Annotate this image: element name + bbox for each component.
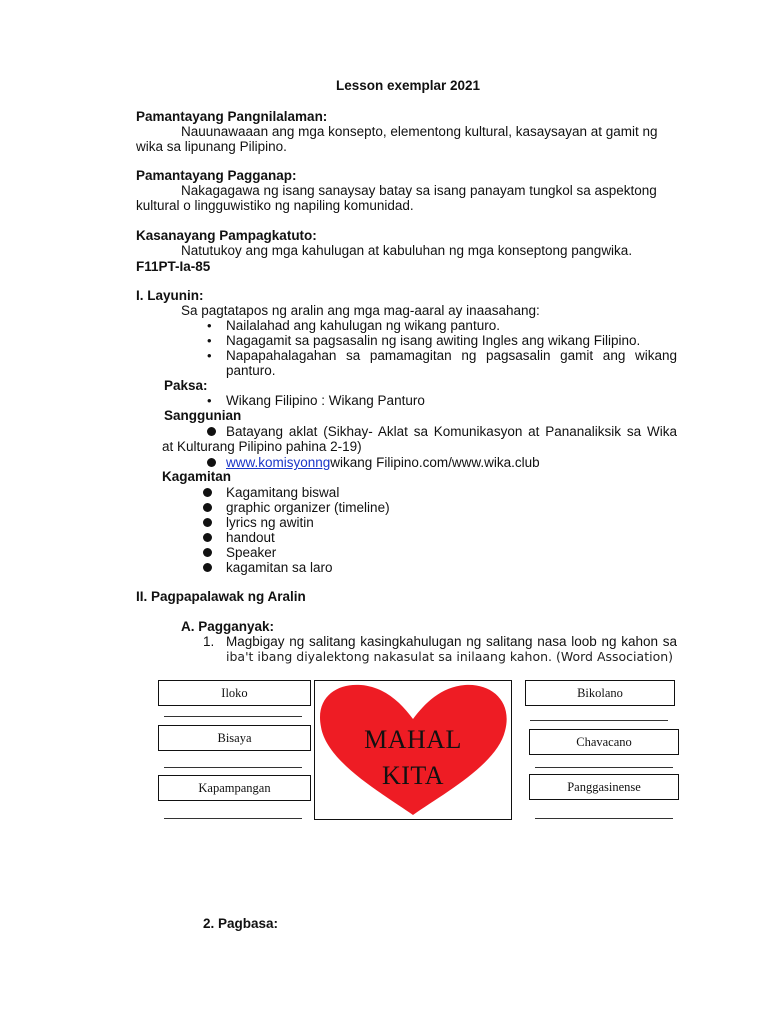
heart-picture-box — [314, 680, 512, 820]
black-bullet-icon — [203, 518, 212, 527]
heart-text-line2: KITA — [381, 761, 444, 790]
objective-item-continued: panturo. — [226, 363, 276, 378]
performance-standard-heading: Pamantayang Pagganap: — [136, 168, 297, 183]
competency-line1: Natutukoy ang mga kahulugan at kabuluhan ng mga konseptong pangwika. — [181, 243, 633, 258]
heart-text-line1: MAHAL — [364, 725, 462, 754]
bullet-icon: • — [207, 348, 212, 363]
topic-item: Wikang Filipino : Wikang Panturo — [226, 393, 425, 408]
content-standard-heading: Pamantayang Pangnilalaman: — [136, 109, 328, 124]
materials-heading: Kagamitan — [162, 469, 232, 484]
reference-book-line1: Batayang aklat (Sikhay- Aklat sa Komunikasyon at Pananaliksik sa Wika — [226, 424, 677, 439]
bullet-icon: • — [207, 333, 212, 348]
dialect-box-kapampangan: Kapampangan — [158, 775, 311, 801]
performance-standard-line1: Nakagagawa ng isang sanaysay batay sa isang panayam tungkol sa aspektong — [181, 183, 657, 198]
competency-code: F11PT-Ia-85 — [136, 259, 211, 274]
material-item: handout — [226, 530, 275, 545]
reference-link[interactable]: www.komisyonng — [226, 455, 331, 470]
document-title: Lesson exemplar 2021 — [335, 78, 481, 93]
black-bullet-icon — [207, 458, 216, 467]
black-bullet-icon — [203, 563, 212, 572]
lesson-heading: II. Pagpapalawak ng Aralin — [136, 589, 306, 604]
references-heading: Sanggunian — [164, 408, 242, 423]
black-bullet-icon — [203, 533, 212, 542]
content-standard-line2: wika sa lipunang Pilipino. — [136, 139, 287, 154]
answer-line[interactable] — [535, 767, 673, 768]
reference-book-line2: at Kulturang Pilipino pahina 2-19) — [162, 439, 362, 454]
step1-line1: Magbigay ng salitang kasingkahulugan ng salitang nasa loob ng kahon sa — [226, 634, 677, 649]
answer-line[interactable] — [530, 720, 668, 721]
material-item: kagamitan sa laro — [226, 560, 333, 575]
dialect-box-panggasinense: Panggasinense — [529, 774, 679, 800]
answer-line[interactable] — [535, 818, 673, 819]
material-item: Kagamitang biswal — [226, 485, 340, 500]
dialect-box-bikolano: Bikolano — [525, 680, 675, 706]
answer-line[interactable] — [164, 716, 302, 717]
material-item: lyrics ng awitin — [226, 515, 314, 530]
material-item: Speaker — [226, 545, 277, 560]
objective-item: Nagagamit sa pagsasalin ng isang awiting Ingles ang wikang Filipino. — [226, 333, 641, 348]
motivation-heading: A. Pagganyak: — [181, 619, 275, 634]
objectives-heading: I. Layunin: — [136, 288, 204, 303]
reading-heading: 2. Pagbasa: — [203, 916, 279, 931]
step1-line2: iba't ibang diyalektong nakasulat sa inilaang kahon. (Word Association) — [226, 649, 674, 664]
objective-item: Napapahalagahan sa pamamagitan ng pagsasalin gamit ang wikang — [226, 348, 677, 363]
black-bullet-icon — [207, 427, 216, 436]
answer-line[interactable] — [164, 818, 302, 819]
content-standard-line1: Nauunawaaan ang mga konsepto, elementong kultural, kasaysayan at gamit ng — [181, 124, 658, 139]
step1-number: 1. — [203, 634, 215, 649]
bullet-icon: • — [207, 393, 212, 408]
black-bullet-icon — [203, 488, 212, 497]
objective-item: Nailalahad ang kahulugan ng wikang panturo. — [226, 318, 500, 333]
bullet-icon: • — [207, 318, 212, 333]
answer-line[interactable] — [164, 767, 302, 768]
black-bullet-icon — [203, 548, 212, 557]
black-bullet-icon — [203, 503, 212, 512]
material-item: graphic organizer (timeline) — [226, 500, 390, 515]
reference-link-rest: wikang Filipino.com/www.wika.club — [330, 455, 540, 470]
topic-heading: Paksa: — [164, 378, 208, 393]
reference-website — [226, 455, 540, 471]
performance-standard-line2: kultural o lingguwistiko ng napiling komunidad. — [136, 198, 414, 213]
dialect-box-chavacano: Chavacano — [529, 729, 679, 755]
dialect-box-iloko: Iloko — [158, 680, 311, 706]
competency-heading: Kasanayang Pampagkatuto: — [136, 228, 317, 243]
objectives-intro: Sa pagtatapos ng aralin ang mga mag-aaral ay inaasahang: — [181, 303, 540, 318]
dialect-box-bisaya: Bisaya — [158, 725, 311, 751]
